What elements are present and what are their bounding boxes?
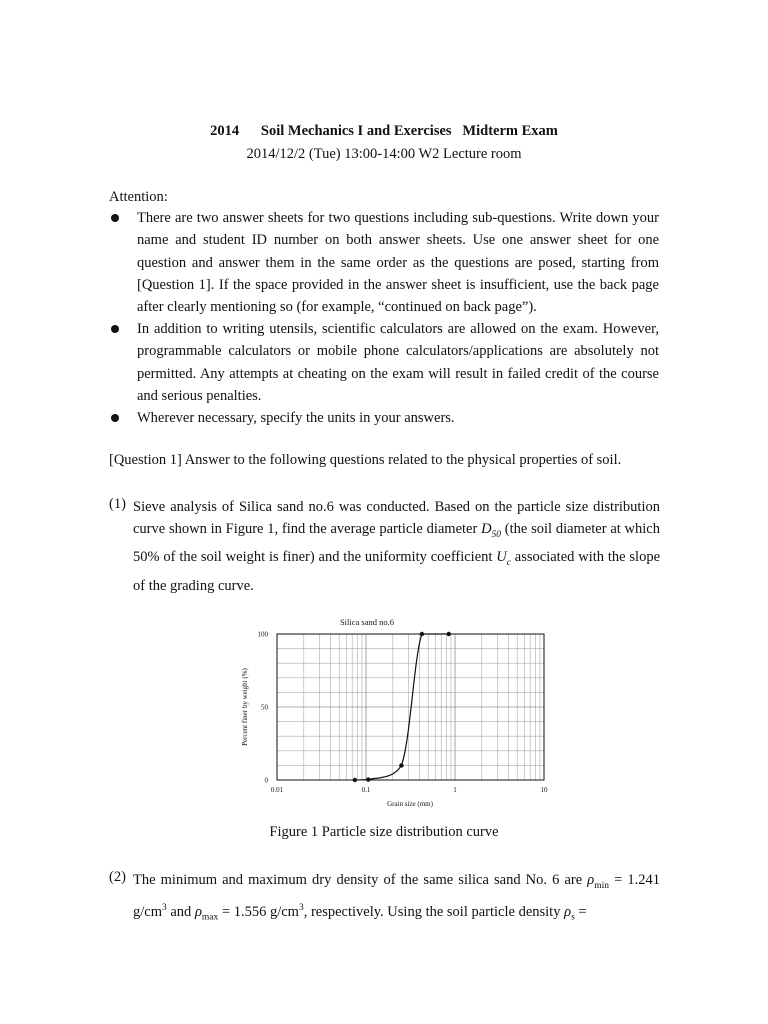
- x-tick-label: 1: [453, 786, 457, 794]
- part-2-number: (2): [109, 869, 126, 885]
- x-axis-label: Grain size (mm): [387, 800, 433, 808]
- grading-curve-chart: [232, 612, 562, 812]
- chart-grid: [277, 634, 544, 780]
- part-2-text: The minimum and maximum dry density of the same silica sand No. 6 are $\rho_{min} = 1.241$ $g/cm^3$ and $\rho_{max} = 1.556$ $g/cm^3$, respectively. Using the soil particle density $\rho_s$ =: [133, 872, 660, 923]
- y-tick-label: 0: [264, 776, 268, 785]
- part-1-number: (1): [109, 496, 126, 512]
- data-point: [420, 632, 424, 636]
- bullet-icon: [111, 214, 119, 222]
- bullet-icon: [111, 414, 119, 422]
- y-axis-label: Percent finer by weight (%): [241, 668, 249, 746]
- attention-bullet-2: In addition to writing utensils, scientific calculators are allowed on the exam. However, programmable calculators or mobile phone calculators/applications are absolutely not permitted. Any attempts at cheating on the exam will result in failed credit of the course and serious penalties.: [137, 321, 659, 404]
- attention-heading: Attention:: [109, 189, 168, 205]
- figure-caption: Figure 1 Particle size distribution curve: [269, 824, 499, 840]
- x-tick-label: 0.1: [361, 786, 371, 794]
- part-1-text: Sieve analysis of Silica sand no.6 was conducted. Based on the particle size distribution curve shown in Figure 1, find the average particle diameter $D_{50}$ (the soil diameter at which 50% of the soil weight is finer) and the uniformity coefficient $U_c$ associated with the slope of the grading curve.: [133, 499, 661, 594]
- chart-title: Silica sand no.6: [339, 617, 395, 627]
- exam-title: 2014 Soil Mechanics I and Exercises Midterm Exam: [210, 123, 558, 139]
- x-tick-label: 0.01: [270, 786, 284, 794]
- attention-bullet-1: There are two answer sheets for two questions including sub-questions. Write down your name and student ID number on both answer sheets. Use one answer sheet for one question and answer them in the same order as the questions are posed, starting from [Question 1]. If the space provided in the answer sheet is insufficient, use the back page after clearly mentioning so (for example, “continued on back page”).: [137, 210, 659, 316]
- y-tick-label: 100: [257, 630, 268, 639]
- data-point: [447, 632, 451, 636]
- data-point: [353, 778, 357, 782]
- question-1-heading: [Question 1] Answer to the following questions related to the physical properties of soil.: [109, 452, 622, 468]
- data-point: [399, 763, 403, 767]
- data-point: [366, 777, 370, 781]
- bullet-icon: [111, 325, 119, 333]
- exam-subtitle: 2014/12/2 (Tue) 13:00-14:00 W2 Lecture room: [246, 146, 522, 162]
- attention-bullet-3: Wherever necessary, specify the units in your answers.: [137, 410, 455, 426]
- y-tick-label: 50: [261, 703, 268, 712]
- x-tick-label: 10: [540, 786, 548, 794]
